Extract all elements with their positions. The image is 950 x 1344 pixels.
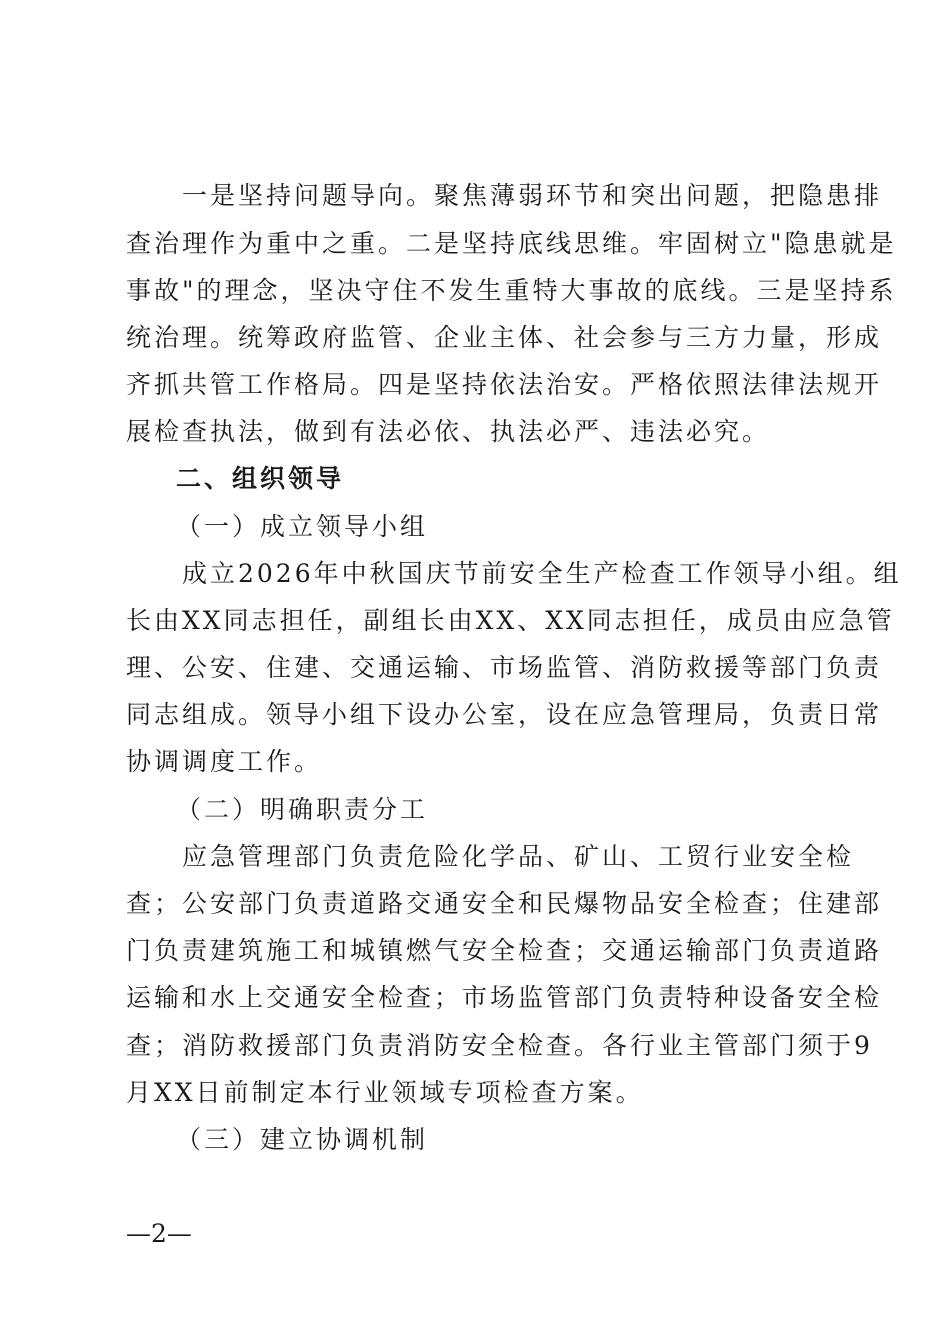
paragraph-line: 查治理作为重中之重。二是坚持底线思维。牢固树立"隐患就是 <box>126 229 897 258</box>
paragraph-line: 一是坚持问题导向。聚焦薄弱环节和突出问题，把隐患排 <box>182 181 883 210</box>
paragraph-line: 月XX日前制定本行业领域专项检查方案。 <box>126 1078 644 1107</box>
paragraph-line: 应急管理部门负责危险化学品、矿山、工贸行业安全检 <box>182 842 855 871</box>
subsection-heading: （一）成立领导小组 <box>176 512 429 541</box>
paragraph-line: 展检查执法，做到有法必依、执法必严、违法必究。 <box>126 417 771 446</box>
paragraph-line: 统治理。统筹政府监管、企业主体、社会参与三方力量，形成 <box>126 323 883 352</box>
paragraph-line: 齐抓共管工作格局。四是坚持依法治安。严格依照法律法规开 <box>126 370 883 399</box>
page-number: —2— <box>126 1219 192 1248</box>
subsection-heading: （三）建立协调机制 <box>176 1125 429 1154</box>
paragraph-line: 协调调度工作。 <box>126 747 323 776</box>
paragraph-line: 运输和水上交通安全检查；市场监管部门负责特种设备安全检 <box>126 983 883 1012</box>
paragraph-line: 门负责建筑施工和城镇燃气安全检查；交通运输部门负责道路 <box>126 936 883 965</box>
paragraph-line: 同志组成。领导小组下设办公室，设在应急管理局，负责日常 <box>126 700 883 729</box>
subsection-heading: （二）明确职责分工 <box>176 795 429 824</box>
paragraph-line: 成立2026年中秋国庆节前安全生产检查工作领导小组。组 <box>182 559 902 588</box>
paragraph-line: 查；消防救援部门负责消防安全检查。各行业主管部门须于9 <box>126 1031 873 1060</box>
paragraph-line: 查；公安部门负责道路交通安全和民爆物品安全检查；住建部 <box>126 889 883 918</box>
paragraph-line: 长由XX同志担任，副组长由XX、XX同志担任，成员由应急管 <box>126 606 895 635</box>
paragraph-line: 事故"的理念，坚决守住不发生重特大事故的底线。三是坚持系 <box>126 276 897 305</box>
section-heading: 二、组织领导 <box>176 464 345 493</box>
paragraph-line: 理、公安、住建、交通运输、市场监管、消防救援等部门负责 <box>126 653 883 682</box>
